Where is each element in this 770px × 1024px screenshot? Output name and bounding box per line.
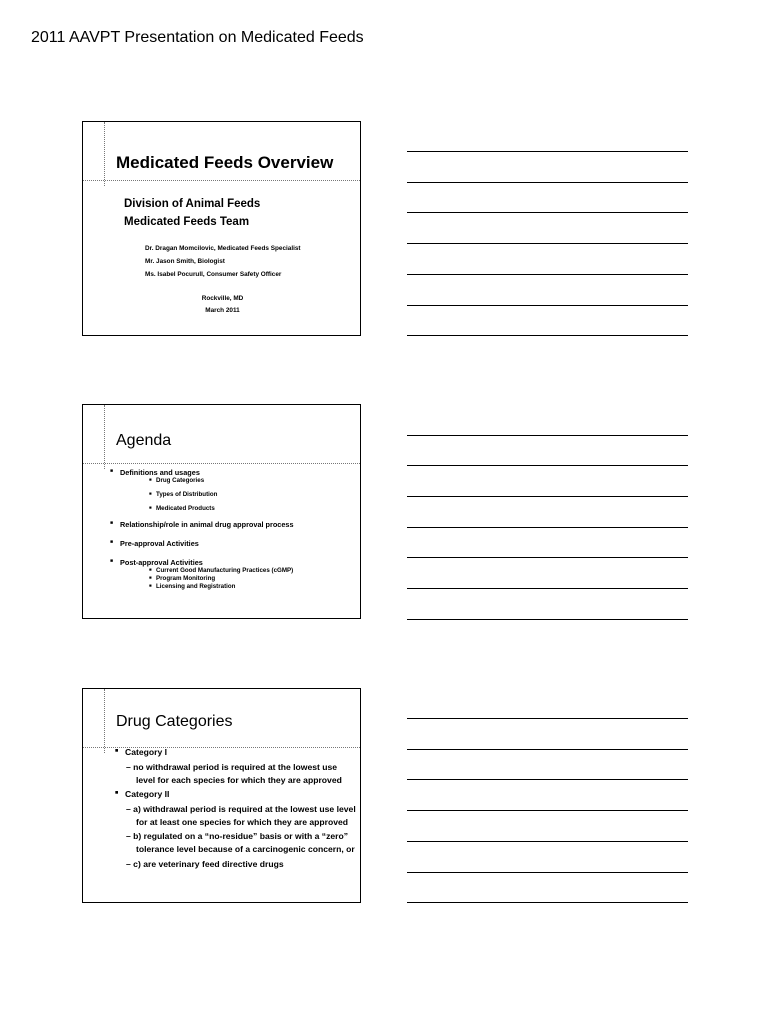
notes-line — [407, 810, 688, 811]
notes-line — [407, 305, 688, 306]
notes-line — [407, 779, 688, 780]
notes-line — [407, 588, 688, 589]
notes-line — [407, 465, 688, 466]
category-item: ■ Category I — [125, 747, 167, 757]
notes-line — [407, 718, 688, 719]
slide-title: Agenda — [116, 432, 172, 449]
notes-line — [407, 212, 688, 213]
agenda-subitem: ■ Drug Categories — [156, 477, 204, 484]
person-1: Dr. Dragan Momcilovic, Medicated Feeds Specialist — [145, 245, 301, 252]
person-3: Ms. Isabel Pocurull, Consumer Safety Officer — [145, 271, 282, 278]
agenda-subitem: ■ Program Monitoring — [156, 575, 215, 582]
notes-line — [407, 749, 688, 750]
slide-divider-vertical — [104, 689, 105, 753]
category-detail: – no withdrawal period is required at the lowest use — [126, 762, 338, 772]
slide-divider-horizontal — [83, 180, 360, 181]
slide-subtitle-division: Division of Animal Feeds — [124, 198, 261, 210]
slide-subtitle-team: Medicated Feeds Team — [124, 216, 250, 228]
location: Rockville, MD — [201, 295, 244, 302]
notes-line — [407, 619, 688, 620]
notes-line — [407, 557, 688, 558]
slide-title: Medicated Feeds Overview — [116, 153, 334, 172]
notes-line — [407, 841, 688, 842]
notes-line — [407, 902, 688, 903]
notes-line — [407, 335, 688, 336]
slide-divider-horizontal — [83, 463, 360, 464]
category-detail: – a) withdrawal period is required at the lowest use level — [126, 804, 356, 814]
category-item: ■ Category II — [125, 789, 169, 799]
notes-line — [407, 527, 688, 528]
notes-line — [407, 872, 688, 873]
agenda-subitem: ■ Current Good Manufacturing Practices (cGMP) — [156, 567, 293, 574]
category-detail: – b) regulated on a “no-residue” basis or with a “zero” — [126, 831, 349, 841]
category-detail: for at least one species for which they are approved — [136, 817, 349, 827]
slide-divider-vertical — [104, 122, 105, 186]
date: March 2011 — [205, 307, 240, 314]
agenda-item: ■ Relationship/role in animal drug approval process — [120, 520, 294, 529]
slide-medicated-feeds-overview — [82, 121, 361, 336]
agenda-item: ■ Pre-approval Activities — [120, 539, 199, 548]
agenda-item: ■ Definitions and usages — [120, 468, 200, 477]
agenda-item: ■ Post-approval Activities — [120, 558, 203, 567]
notes-line — [407, 496, 688, 497]
notes-line — [407, 182, 688, 183]
slide-title: Drug Categories — [116, 713, 233, 730]
category-detail: tolerance level because of a carcinogenic concern, or — [136, 844, 355, 854]
slide-drug-categories — [82, 688, 361, 903]
person-2: Mr. Jason Smith, Biologist — [145, 258, 225, 265]
agenda-subitem: ■ Medicated Products — [156, 505, 215, 512]
notes-line — [407, 151, 688, 152]
agenda-subitem: ■ Types of Distribution — [156, 491, 217, 498]
agenda-subitem: ■ Licensing and Registration — [156, 583, 235, 590]
slide-agenda — [82, 404, 361, 619]
category-detail: level for each species for which they are approved — [136, 775, 342, 785]
page-title: 2011 AAVPT Presentation on Medicated Feeds — [31, 29, 364, 46]
category-detail: – c) are veterinary feed directive drugs — [126, 859, 284, 869]
slide-divider-vertical — [104, 405, 105, 469]
notes-line — [407, 243, 688, 244]
notes-line — [407, 435, 688, 436]
notes-line — [407, 274, 688, 275]
